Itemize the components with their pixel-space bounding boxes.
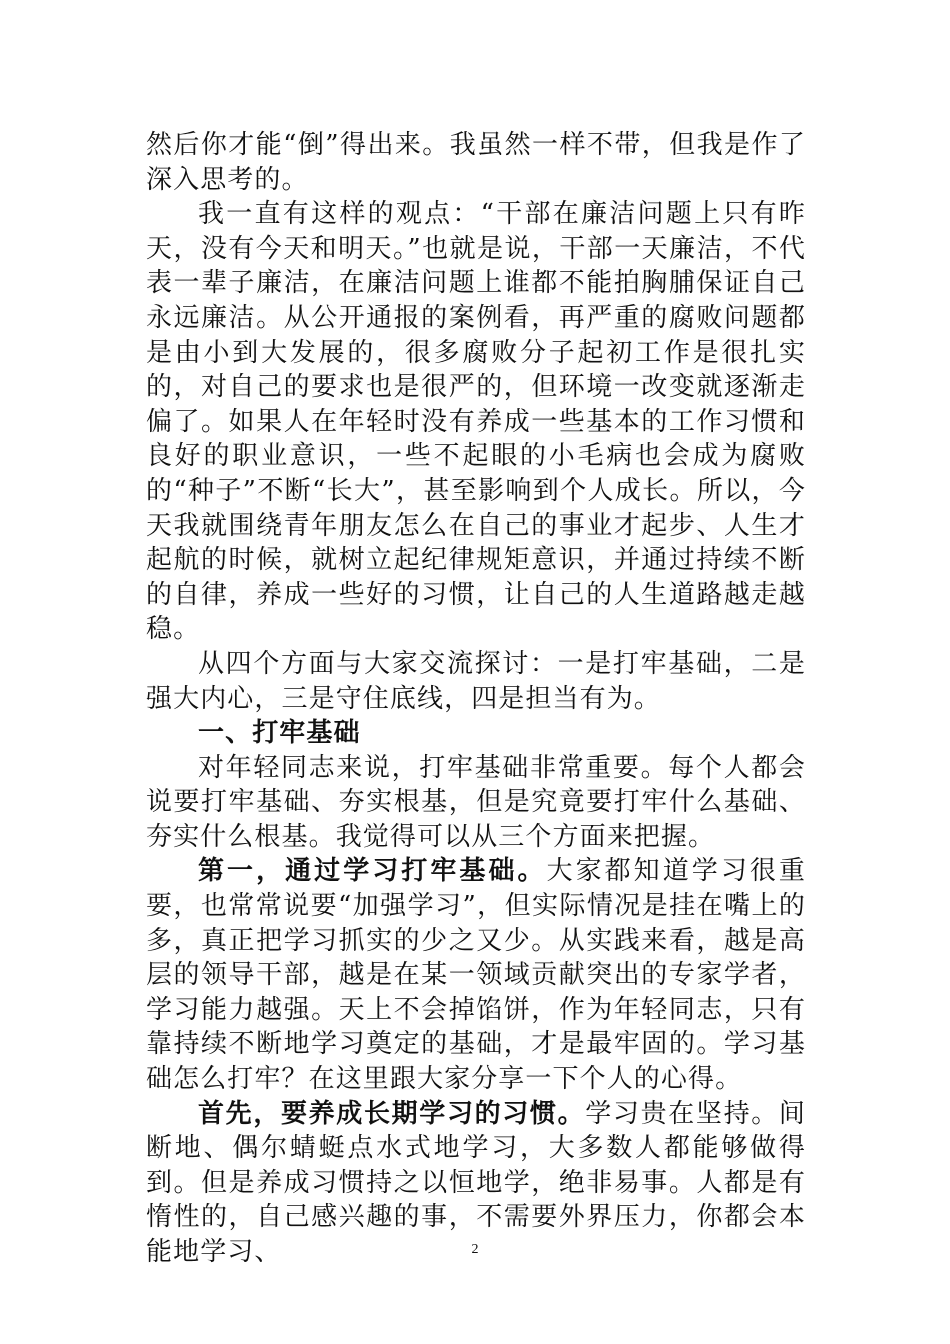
- page-number: 2: [471, 1242, 479, 1257]
- lead-phrase-learning: 第一，通过学习打牢基础。: [198, 856, 547, 887]
- document-body: [146, 128, 806, 1270]
- paragraph-four-aspects: 从四个方面与大家交流探讨：一是打牢基础，二是强大内心，三是守住底线，四是担当有为。: [146, 648, 806, 714]
- paragraph-learning-body: 大家都知道学习很重要，也常常说要“加强学习”，但实际情况是挂在嘴上的多，真正把学习抓实的少之又少。从实践来看，越是高层的领导干部，越是在某一领域贡献突出的专家学者，学习能力越强。天上不会掉馅饼，作为年轻同志，只有靠持续不断地学习奠定的基础，才是最牢固的。学习基础怎么打牢？在这里跟大家分享一下个人的心得。: [146, 856, 807, 1095]
- section-heading-foundation: 一、打牢基础: [198, 718, 361, 749]
- paragraph-learning: [146, 854, 806, 1096]
- paragraph-habit-body: 学习贵在坚持。间断地、偶尔蜻蜓点水式地学习，大多数人都能够做得到。但是养成习惯持之以恒地学，绝非易事。人都是有惰性的，自己感兴趣的事，不需要外界压力，你都会本能地学习、: [146, 1098, 806, 1267]
- paragraph-foundation-intro: 对年轻同志来说，打牢基础非常重要。每个人都会说要打牢基础、夯实根基，但是究竟要打牢什么基础、夯实什么根基。我觉得可以从三个方面来把握。: [146, 752, 806, 852]
- paragraph-integrity-view: 我一直有这样的观点：“干部在廉洁问题上只有昨天，没有今天和明天。”也就是说，干部一天廉洁，不代表一辈子廉洁，在廉洁问题上谁都不能拍胸脯保证自己永远廉洁。从公开通报的案例看，再严重的腐败问题都是由小到大发展的，很多腐败分子起初工作是很扎实的，对自己的要求也是很严的，但环境一改变就逐渐走偏了。如果人在年轻时没有养成一些基本的工作习惯和良好的职业意识，一些不起眼的小毛病也会成为腐败的“种子”不断“长大”，甚至影响到个人成长。所以，今天我就围绕青年朋友怎么在自己的事业才起步、人生才起航的时候，就树立起纪律规矩意识，并通过持续不断的自律，养成一些好的习惯，让自己的人生道路越走越稳。: [146, 199, 806, 645]
- lead-phrase-habit: 首先，要养成长期学习的习惯。: [198, 1098, 586, 1129]
- paragraph-continuation: 然后你才能“倒”得出来。我虽然一样不带，但我是作了深入思考的。: [146, 130, 806, 195]
